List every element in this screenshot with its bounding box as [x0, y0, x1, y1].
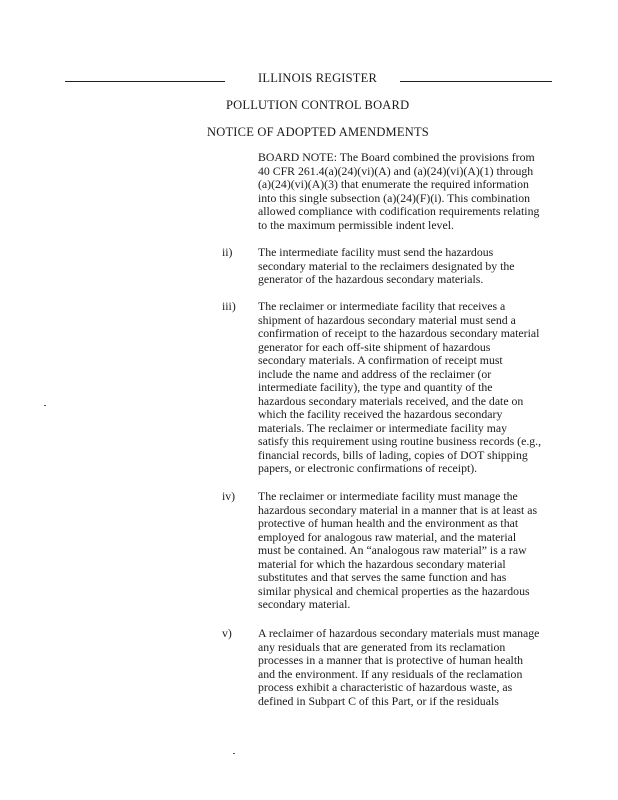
item-line: hazardous secondary material in a manner that is at least as	[258, 502, 538, 517]
notice-title: NOTICE OF ADOPTED AMENDMENTS	[207, 125, 429, 139]
item-number: iii)	[222, 299, 236, 313]
item-number: v)	[222, 626, 232, 640]
item-line: financial records, bills of lading, copies of DOT shipping	[258, 447, 528, 462]
item-line: employed for analogous raw material, and the material	[258, 529, 517, 544]
item-line: satisfy this requirement using routine business records (e.g.,	[258, 434, 542, 448]
item-line: materials. The reclaimer or intermediate facility may	[258, 420, 508, 435]
item-line: shipment of hazardous secondary material must send a	[258, 312, 516, 327]
item-line: papers, or electronic confirmations of receipt).	[258, 461, 478, 475]
item-line: The intermediate facility must send the hazardous	[258, 245, 494, 259]
register-title: ILLINOIS REGISTER	[258, 71, 378, 85]
board-note-line: to the maximum permissible indent level.	[258, 217, 454, 232]
item-line: secondary material to the reclaimers designated by the	[258, 258, 515, 273]
item-iii-text	[258, 300, 558, 476]
board-note-line: BOARD NOTE: The Board combined the provisions from	[258, 150, 535, 164]
item-line: A reclaimer of hazardous secondary materials must manage	[258, 626, 540, 640]
item-line: which the facility received the hazardous secondary	[258, 407, 503, 421]
item-line: process exhibit a characteristic of hazardous waste, as	[258, 680, 513, 694]
board-note-line: 40 CFR 261.4(a)(24)(vi)(A) and (a)(24)(vi)(A)(1) through	[258, 163, 534, 178]
item-line: any residuals that are generated from its reclamation	[258, 639, 506, 654]
item-line: hazardous secondary materials received, and the date on	[258, 393, 524, 408]
item-ii-text	[258, 246, 558, 287]
item-line: and the environment. If any residuals of the reclamation	[258, 666, 523, 681]
scan-speck	[233, 753, 235, 754]
board-note-line: (a)(24)(vi)(A)(3) that enumerate the required information	[258, 177, 529, 191]
board-note	[258, 151, 558, 232]
item-line: processes in a manner that is protective of human health	[258, 653, 524, 667]
header-rule-right	[400, 81, 552, 82]
item-line: secondary material.	[258, 597, 351, 611]
item-line: generator of the hazardous secondary materials.	[258, 272, 484, 286]
item-line: The reclaimer or intermediate facility must manage the	[258, 489, 518, 503]
item-line: defined in Subpart C of this Part, or if the residuals	[258, 693, 499, 708]
item-line: intermediate facility), the type and quantity of the	[258, 380, 493, 394]
board-note-line: allowed compliance with codification requirements relating	[258, 204, 540, 218]
item-line: secondary materials. A confirmation of receipt must	[258, 353, 503, 367]
header-rule-left	[65, 81, 225, 82]
item-line: generator for each off-site shipment of hazardous	[258, 339, 491, 354]
board-note-line: into this single subsection (a)(24)(F)(i). This combination	[258, 190, 531, 205]
item-line: substitutes and that serves the same function and has	[258, 570, 507, 584]
item-line: similar physical and chemical properties as the hazardous	[258, 583, 530, 598]
item-line: protective of human health and the environment as that	[258, 516, 519, 530]
item-iv-text	[258, 490, 558, 612]
item-line: must be contained. An “analogous raw material” is a raw	[258, 543, 527, 557]
item-v-text	[258, 627, 558, 708]
item-number: ii)	[222, 245, 233, 259]
scan-speck	[44, 405, 46, 406]
item-line: material for which the hazardous secondary material	[258, 556, 506, 571]
item-line: confirmation of receipt to the hazardous secondary material	[258, 326, 540, 340]
item-number: iv)	[222, 489, 236, 503]
board-title: POLLUTION CONTROL BOARD	[226, 98, 410, 112]
item-line: include the name and address of the reclaimer (or	[258, 366, 492, 381]
item-line: The reclaimer or intermediate facility that receives a	[258, 299, 506, 313]
